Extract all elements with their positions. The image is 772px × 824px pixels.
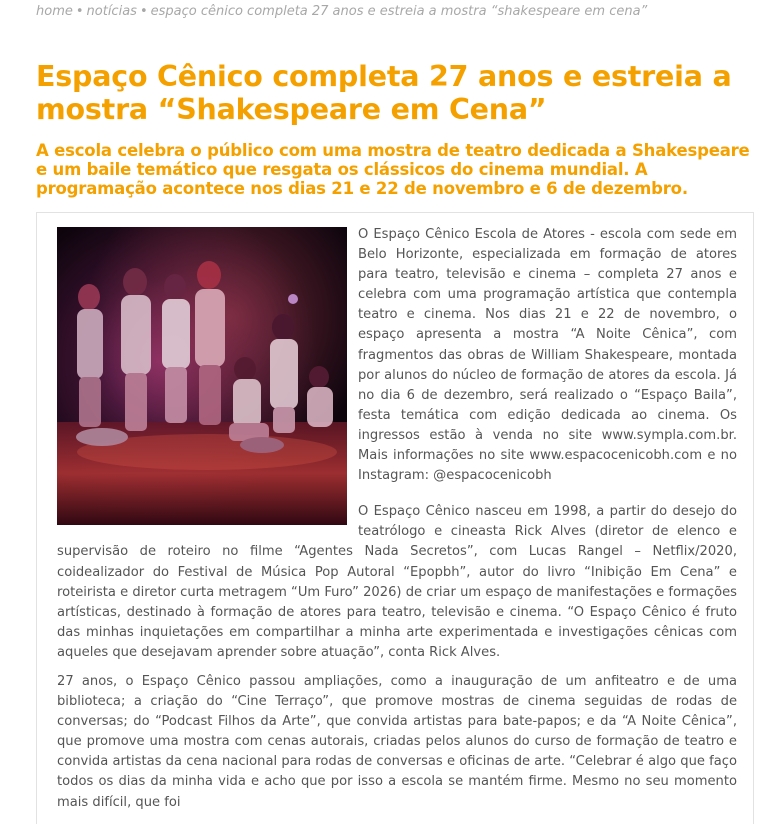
article-photo[interactable] [57,227,347,525]
breadcrumb-home-link[interactable]: home [36,4,73,19]
breadcrumb-separator: • [139,4,148,19]
breadcrumb-current: espaço cênico completa 27 anos e estreia a mostra “shakespeare em cena” [150,4,648,19]
article-paragraph: O Espaço Cênico Escola de Atores - escola com sede em Belo Horizonte, especializada em formação de atores para teatro, televisão e cinema – completa 27 anos e celebra com uma programação artística que contempla teatro e cinema. Nos dias 21 e 22 de novembro, o espaço apresenta a mostra “A Noite Cênica”, com fragmentos das obras de William Shakespeare, montada por alunos do núcleo de formação de atores da escola. Já no dia 6 de dezembro, será realizado o “Espaço Baila”, festa temática com edição dedicada ao cinema. Os ingressos estão à venda no site www.sympla.com.br. Mais informações no site www.espacocenicobh.com e no Instagram: @espacocenicobh [358,227,737,484]
article-body [57,225,737,822]
article-title: Espaço Cênico completa 27 anos e estreia a mostra “Shakespeare em Cena” [36,60,732,126]
article-content-box [36,212,754,824]
breadcrumb-news-link[interactable]: notícias [86,4,137,19]
article-paragraph: O Espaço Cênico nasceu em 1998, a partir do desejo do teatrólogo e cineasta Rick Alves (diretor de elenco e supervisão de roteiro no filme “Agentes Nada Secretos”, com Lucas Rangel – Netflix/2020, coidealizador do Festival de Música Pop Autoral “Epopbh”, autor do livro “Inibição Em Cena” e roteirista e diretor curta metragem “Um Furo” 2026) de criar um espaço de manifestações e formações artísticas, destinado à formação de atores para teatro, televisão e cinema. “O Espaço Cênico é fruto das minhas inquietações em compartilhar a minha arte experimentada e investigações cênicas com aqueles que desejavam aprender sobre atuação”, conta Rick Alves. [57,504,737,660]
breadcrumb [36,4,647,19]
article-paragraph: 27 anos, o Espaço Cênico passou ampliações, como a inauguração de um anfiteatro e de uma biblioteca; a criação do “Cine Terraço”, que promove mostras de cinema seguidas de rodas de conversas; do “Podcast Filhos da Arte”, que convida artistas para bate-papos; e da “A Noite Cênica”, que promove uma mostra com cenas autorais, criadas pelos alunos do curso de formação de teatro e convida artistas da cena nacional para rodas de conversas e oficinas de arte. “Celebrar é algo que faço todos os dias da minha vida e acho que por isso a escola se mantém firme. Mesmo no seu momento mais difícil, que foi [57,673,737,810]
article-subtitle: A escola celebra o público com uma mostra de teatro dedicada a Shakespeare e um baile temático que resgata os clássicos do cinema mundial. A programação acontece nos dias 21 e 22 de novembro e 6 de dezembro. [36,141,750,198]
breadcrumb-separator: • [75,4,84,19]
